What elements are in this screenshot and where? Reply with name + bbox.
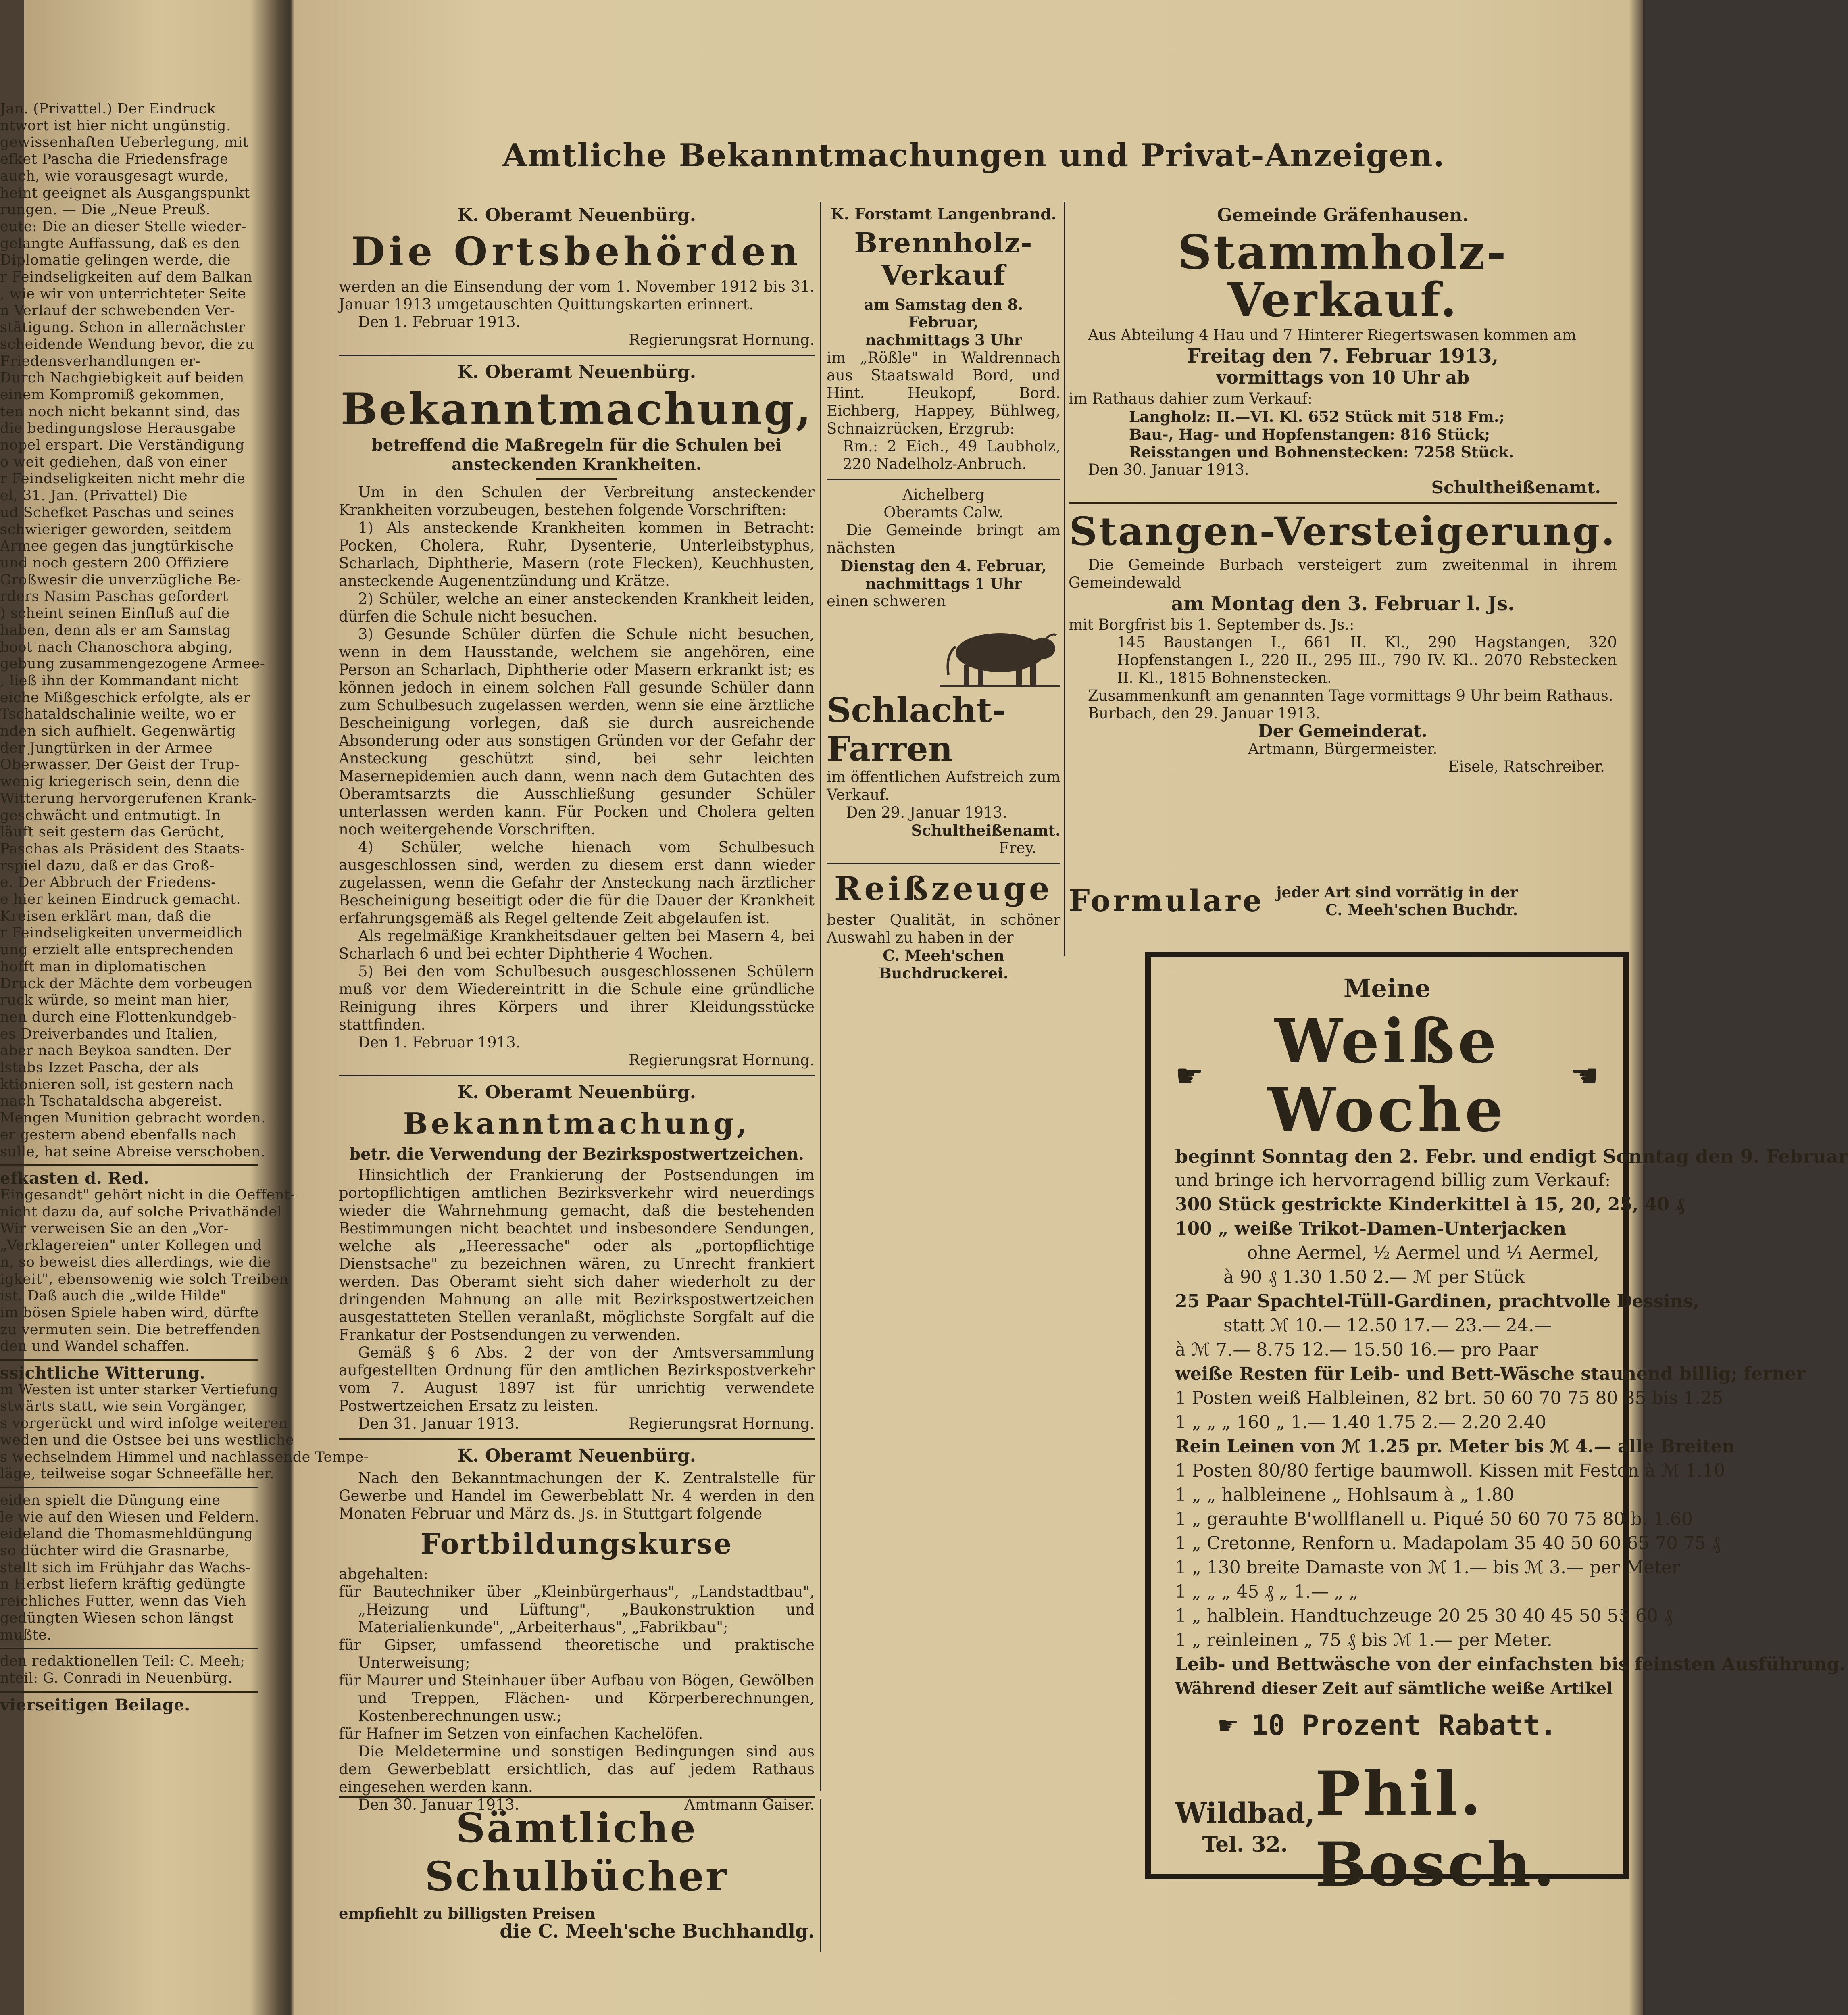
article-line: stätigung. Schon in allernächster: [0, 319, 246, 336]
notice-ortsbehoerden: [339, 205, 815, 349]
section-heading: ssichtliche Witterung.: [0, 1364, 206, 1383]
article-line: nopel erspart. Die Verständigung: [0, 437, 245, 454]
notice-postwert: [339, 1082, 815, 1433]
ad-place: Wildbad,: [1175, 1796, 1315, 1830]
ad-date: Freitag den 7. Februar 1913,: [1187, 345, 1499, 367]
price-row: 1 „ Cretonne, Renforn u. Madapolam 35 40 50 60 65 70 75 ₰: [1175, 1533, 1721, 1554]
notice-paragraph: Gemäß § 6 Abs. 2 der von der Amtsversammlung aufgestellten Ordnung für den amtlichen Bezirkspostverkehr vom 7. August 1897 ist für unrichtig verwendete Postwertzeichen Ersatz zu leisten.: [339, 1344, 815, 1414]
article-line: efket Pascha die Friedensfrage: [0, 151, 229, 168]
ad-items: [1069, 408, 1617, 461]
article-line: einem Kompromiß gekommen,: [0, 386, 225, 403]
price-row: 1 „ reinleinen „ 75 ₰ bis ℳ 1.— per Meter.: [1175, 1630, 1552, 1650]
divider: [827, 863, 1060, 864]
price-row: Rein Leinen von ℳ 1.25 pr. Meter bis ℳ 4.— alle Breiten: [1175, 1436, 1735, 1457]
left-page-fragment: [0, 101, 369, 1884]
ad-text: Die Gemeinde bringt am nächsten: [827, 521, 1060, 557]
article-line: Wir verweisen Sie an den „Vor-: [0, 1220, 229, 1237]
price-row: 1 „ „ „ 160 „ 1.— 1.40 1.75 2.— 2.20 2.40: [1175, 1412, 1546, 1433]
ad-text: empfiehlt zu billigsten Preisen: [339, 1904, 596, 1922]
ad-signature-name: Eisele, Ratschreiber.: [1448, 758, 1605, 775]
ad-date: Den 29. Januar 1913.: [846, 804, 1007, 821]
article-line: Diplomatie gelingen werde, die: [0, 252, 231, 269]
article-line: im bösen Spiele haben wird, dürfte: [0, 1304, 259, 1321]
ad-time: nachmittags 1 Uhr: [865, 575, 1022, 592]
article-line: nach Tschataldscha abgereist.: [0, 1093, 223, 1110]
short-rule: [536, 478, 617, 480]
ad-footer: [1175, 1758, 1599, 1900]
article-line: schwieriger geworden, seitdem: [0, 521, 232, 538]
divider: [0, 1648, 258, 1649]
notice-date: Den 1. Februar 1913.: [358, 313, 521, 331]
article-line: die bedingungslose Herausgabe: [0, 420, 236, 437]
course-item: für Gipser, umfassend theoretische und praktische Unterweisung;: [339, 1636, 815, 1671]
section-heading: vierseitigen Beilage.: [0, 1695, 190, 1715]
column-rule-2: [1064, 202, 1065, 956]
notice-paragraph: Nach den Bekanntmachungen der K. Zentralstelle für Gewerbe und Handel im Gewerbeblatt Nr. 4 werden in den Monaten Februar und März ds. Js. in Stuttgart folgende: [339, 1469, 815, 1522]
article-line: ktionieren soll, ist gestern nach: [0, 1076, 234, 1093]
ad-text-block: [1276, 883, 1518, 919]
article-line: es Dreiverbandes und Italien,: [0, 1026, 218, 1042]
article-line: e. Der Abbruch der Friedens-: [0, 874, 216, 891]
article-line: s wechselndem Himmel und nachlassende Tempe-: [0, 1449, 369, 1465]
price-row: 1 „ 130 breite Damaste von ℳ 1.— bis ℳ 3.— per Meter: [1175, 1557, 1681, 1578]
article-line: läge, teilweise sogar Schneefälle her.: [0, 1466, 275, 1482]
ad-merchant-name: Phil. Bosch.: [1315, 1758, 1557, 1900]
notice-paragraph: Um in den Schulen der Verbreitung ansteckender Krankheiten vorzubeugen, bestehen folgende Vorschriften:: [339, 484, 815, 519]
article-line: r Feindseligkeiten nicht mehr die: [0, 471, 246, 487]
ad-meine: Meine: [1343, 974, 1431, 1003]
article-line: boot nach Chanoschora abging,: [0, 639, 233, 655]
article-line: rungen. — Die „Neue Preuß.: [0, 202, 210, 218]
ad-address: [1175, 1798, 1315, 1861]
article-line: Mengen Munition gebracht worden.: [0, 1110, 266, 1126]
article-line: weden und die Ostsee bei uns westliche: [0, 1432, 294, 1448]
ad-date: am Montag den 3. Februar l. Js.: [1171, 592, 1515, 615]
imprint-line: nteil: G. Conradi in Neuenbürg.: [0, 1670, 233, 1686]
ad-items: 145 Baustangen I., 661 II. Kl., 290 Hagstangen, 320 Hopfenstangen I., 220 II., 295 III., 790 IV. Kl.. 2070 Rebstecken II. Kl., 1815 Bohnenstecken.: [1117, 634, 1617, 686]
price-row: à ℳ 7.— 8.75 12.— 15.50 16.— pro Paar: [1175, 1339, 1538, 1360]
notice-paragraph: 5) Bei den vom Schulbesuch ausgeschlossenen Schülern muß vor dem Wiedereintritt in die Schule eine gründliche Reinigung ihres Körpers und ihrer Kleidungsstücke stattfinden.: [339, 963, 815, 1033]
article-line: „Verklagereien" unter Kollegen und: [0, 1237, 262, 1254]
article-line: Oberwasser. Der Geist der Trup-: [0, 757, 240, 773]
ad-text: im öffentlichen Aufstreich zum Verkauf.: [827, 768, 1060, 803]
article-line: Armee gegen das jungtürkische: [0, 538, 234, 555]
ad-date: am Samstag den 8. Februar,: [864, 296, 1023, 331]
article-line: nicht dazu da, auf solche Privathändel: [0, 1204, 282, 1220]
article-line: und noch gestern 200 Offiziere: [0, 555, 229, 571]
ad-signature-name: Artmann, Bürgermeister.: [1248, 740, 1438, 757]
notice-office: K. Oberamt Neuenbürg.: [457, 1082, 696, 1103]
article-line: o weit gediehen, daß von einer: [0, 454, 227, 470]
pointing-hand-icon: ☛: [1175, 1057, 1204, 1095]
article-line: n, so beweist dies allerdings, wie die: [0, 1254, 271, 1270]
price-row: Leib- und Bettwäsche von der einfachsten bis feinsten Ausführung.: [1175, 1654, 1846, 1675]
divider: [339, 355, 815, 356]
article-line: so düchter wird die Grasnarbe,: [0, 1543, 230, 1559]
notice-signature: Regierungsrat Hornung.: [629, 1051, 815, 1069]
article-line: r Feindseligkeiten unvermeidlich: [0, 925, 243, 941]
article-line: ruck würde, so meint man hier,: [0, 992, 230, 1009]
notice-paragraph: abgehalten:: [339, 1565, 429, 1583]
article-line: Durch Nachgiebigkeit auf beiden: [0, 370, 244, 386]
pointing-hand-icon: ☛: [1217, 1711, 1239, 1740]
notice-paragraph: Als regelmäßige Krankheitsdauer gelten bei Masern 4, bei Scharlach 6 und bei echter Diphtherie 4 Wochen.: [339, 927, 815, 962]
ad-rabatt: 10 Prozent Rabatt.: [1251, 1709, 1557, 1742]
article-line: s vorgerückt und wird infolge weiteren: [0, 1415, 288, 1432]
notice-subtitle: betr. die Verwendung der Bezirkspostwertzeichen.: [349, 1145, 804, 1164]
article-line: eideland die Thomasmehldüngung: [0, 1526, 253, 1542]
article-line: gebung zusammengezogene Armee-: [0, 656, 265, 672]
notice-paragraph: 4) Schüler, welche hienach vom Schulbesuch ausgeschlossen sind, werden zu diesem erst dann wieder zugelassen, wenn die Gefahr der Ansteckung nach ärztlicher Bescheinigung beseitigt oder die für die Dauer der Krankheit erfahrungsgemäß als Regel geltende Zeit abgelaufen ist.: [339, 839, 815, 927]
newspaper-page: [315, 65, 1848, 1952]
column-rule-3: [820, 1799, 821, 1952]
ad-brennholz: [827, 205, 1060, 473]
price-row: weiße Resten für Leib- und Bett-Wäsche staunend billig; ferner: [1175, 1364, 1806, 1384]
notice-footer: [339, 1415, 815, 1433]
article-line: er gestern abend ebenfalls nach: [0, 1126, 237, 1143]
article-line: rspiel dazu, daß er das Groß-: [0, 857, 215, 874]
notice-paragraph: 1) Als ansteckende Krankheiten kommen in Betracht: Pocken, Cholera, Ruhr, Dysenterie, Unterleibstyphus, Scharlach, Diphtherie, Masern (rote Flecken), Keuchhusten, ansteckende Augenentzündung und Krätze.: [339, 519, 815, 590]
article-line: gedüngten Wiesen schon längst: [0, 1610, 234, 1626]
notice-paragraph: Die Meldetermine und sonstigen Bedingungen sind aus dem Gewerbeblatt ersichtlich, das auf jedem Rathaus eingesehen werden kann.: [339, 1743, 815, 1796]
ad-office: Gemeinde Gräfenhausen.: [1217, 205, 1469, 225]
divider: [0, 1359, 258, 1361]
ad-text: mit Borgfrist bis 1. September ds. Js.:: [1069, 616, 1354, 633]
article-line: Friedensverhandlungen er-: [0, 353, 200, 369]
divider: [1069, 502, 1617, 504]
notice-title: Fortbildungskurse: [420, 1527, 733, 1560]
article-line: el, 31. Jan. (Privattel) Die: [0, 488, 188, 504]
ad-item: Reisstangen und Bohnenstecken: 7258 Stück.: [1129, 443, 1514, 461]
farren-title-block: [827, 610, 1060, 768]
article-line: eiche Mißgeschick erfolgte, als er: [0, 689, 250, 706]
article-line: , wie wir von unterrichteter Seite: [0, 286, 246, 302]
ad-title-row: [1175, 1007, 1599, 1144]
notice-signature: Regierungsrat Hornung.: [629, 331, 815, 348]
ad-title-line1: Schlacht-: [827, 690, 1006, 730]
divider: [339, 1796, 815, 1798]
divider: [0, 1164, 258, 1166]
article-line: m Westen ist unter starker Vertiefung: [0, 1381, 279, 1398]
ad-text: bester Qualität, in schöner Auswahl zu haben in der: [827, 911, 1060, 946]
notice-date: Den 31. Januar 1913.: [358, 1415, 519, 1432]
ad-title: Weiße Woche: [1267, 1006, 1507, 1145]
notice-title: Bekanntmachung,: [403, 1106, 750, 1141]
price-list: [1175, 1193, 1846, 1677]
ad-text: einen schweren: [827, 592, 946, 610]
article-line: Kreisen erklärt man, daß die: [0, 908, 212, 924]
article-line: den und Wandel schaffen.: [0, 1338, 190, 1355]
pointing-hand-icon: ☛: [1570, 1057, 1599, 1095]
price-row: 1 Posten weiß Halbleinen, 82 brt. 50 60 70 75 80 85 bis 1.25: [1175, 1388, 1723, 1408]
notice-office: K. Oberamt Neuenbürg.: [457, 1446, 696, 1466]
ad-item: Langholz: II.—VI. Kl. 652 Stück mit 518 Fm.;: [1129, 408, 1505, 426]
notice-office: K. Oberamt Neuenbürg.: [457, 205, 696, 225]
ad-text: im Rathaus dahier zum Verkauf:: [1069, 390, 1313, 407]
ad-intro: und bringe ich hervorragend billig zum Verkauf:: [1175, 1170, 1611, 1191]
article-line: n Herbst liefern kräftig gedüngte: [0, 1576, 246, 1593]
article-line: Großwesir die unverzügliche Be-: [0, 572, 242, 588]
article-line: geschwächt und entmutigt. In: [0, 807, 221, 824]
ad-date: Den 30. Januar 1913.: [1088, 461, 1249, 478]
course-item: für Hafner im Setzen von einfachen Kachelöfen.: [339, 1725, 703, 1742]
ad-firm: die C. Meeh'sche Buchhandlg.: [500, 1920, 815, 1942]
article-line: stwärts statt, wie sein Vorgänger,: [0, 1398, 247, 1415]
ad-reisszeuge: [827, 870, 1060, 982]
section-heading: efkasten d. Red.: [0, 1169, 150, 1188]
notice-title: Die Ortsbehörden: [351, 229, 802, 274]
ad-title: Formulare: [1069, 884, 1265, 918]
article-line: gelangte Auffassung, daß es den: [0, 235, 240, 252]
price-row: 100 „ weiße Trikot-Damen-Unterjacken: [1175, 1218, 1566, 1239]
ad-text: Zusammenkunft am genannten Tage vormittags 9 Uhr beim Rathaus.: [1088, 687, 1613, 704]
article-line: sulle, hat seine Abreise verschoben.: [0, 1143, 265, 1160]
article-line: hofft man in diplomatischen: [0, 958, 206, 975]
column-official-notices: [339, 202, 815, 1814]
article-line: aber nach Beykoa sandten. Der: [0, 1043, 231, 1059]
divider: [0, 1487, 258, 1488]
ad-signature: Schultheißenamt.: [911, 822, 1060, 839]
notice-signature: Amtmann Gaiser.: [684, 1796, 815, 1813]
notice-signature: Regierungsrat Hornung.: [629, 1415, 815, 1432]
article-line: Paschas als Präsident des Staats-: [0, 841, 245, 857]
article-line: Druck der Mächte dem vorbeugen: [0, 975, 253, 992]
article-line: Jan. (Privattel.) Der Eindruck: [0, 101, 216, 117]
price-row: 1 „ „ „ 45 ₰ „ 1.— „ „: [1175, 1581, 1358, 1602]
article-line: lstabs Izzet Pascha, der als: [0, 1060, 199, 1076]
ad-title: Brennholz-Verkauf: [854, 227, 1033, 292]
course-item: für Maurer und Steinhauer über Aufbau von Bögen, Gewölben und Treppen, Flächen- und Körperberechnungen, Kostenberechnungen usw.;: [339, 1672, 815, 1725]
column-right: [1069, 202, 1617, 776]
price-row: 1 „ halblein. Handtuchzeuge 20 25 30 40 45 50 55 60 ₰: [1175, 1606, 1673, 1626]
article-line: auch, wie vorausgesagt wurde,: [0, 168, 229, 184]
divider: [339, 1438, 815, 1440]
ad-signature: Schultheißenamt.: [1431, 478, 1601, 497]
article-line: r Feindseligkeiten auf dem Balkan: [0, 269, 252, 286]
notice-fortbildung: [339, 1446, 815, 1814]
article-line: Tschataldschalinie weilte, wo er: [0, 706, 236, 723]
ad-item: Bau-, Hag- und Hopfenstangen: 816 Stück;: [1129, 426, 1490, 443]
ad-schulbuecher: [339, 1791, 815, 1940]
article-line: zu vermuten sein. Die betreffenden: [0, 1321, 260, 1338]
article-line: igkeit", ebensowenig wie solch Treiben: [0, 1271, 289, 1287]
article-line: eute: Die an dieser Stelle wieder-: [0, 218, 246, 235]
ad-time: vormittags von 10 Uhr ab: [1216, 367, 1470, 388]
ad-signature: Der Gemeinderat.: [1258, 721, 1427, 741]
ad-title: Sämtliche Schulbücher: [425, 1804, 729, 1900]
ad-phone: Tel. 32.: [1202, 1832, 1288, 1857]
price-row: à 90 ₰ 1.30 1.50 2.— ℳ per Stück: [1223, 1267, 1525, 1287]
notice-schulen: [339, 362, 815, 1069]
article-line: ) scheint seinen Einfluß auf die: [0, 605, 230, 622]
ad-office: Oberamts Calw.: [883, 504, 1004, 521]
article-line: ud Schefket Paschas und seines: [0, 504, 234, 521]
notice-text: werden an die Einsendung der vom 1. November 1912 bis 31. Januar 1913 umgetauschten Quittungskarten erinnert.: [339, 278, 815, 313]
article-line: läuft seit gestern das Gerücht,: [0, 824, 225, 841]
ad-rabatt-row: [1175, 1701, 1599, 1750]
article-line: e hier keinen Eindruck gemacht.: [0, 891, 241, 908]
price-row: 1 „ „ halbleinene „ Hohlsaum à „ 1.80: [1175, 1485, 1515, 1505]
article-line: ung erzielt alle entsprechenden: [0, 942, 234, 958]
price-row: 1 „ gerauhte B'wollflanell u. Piqué 50 60 70 75 80 b. 1.60: [1175, 1509, 1693, 1529]
divider: [339, 1075, 815, 1076]
page-masthead: Amtliche Bekanntmachungen und Privat-Anzeigen.: [502, 137, 1445, 174]
imprint-line: den redaktionellen Teil: C. Meeh;: [0, 1653, 245, 1670]
article-line: der Jungtürken in der Armee: [0, 740, 213, 756]
ad-formulare: [1069, 883, 1617, 919]
article-line: mußte.: [0, 1627, 52, 1643]
article-line: ntwort ist hier nicht ungünstig.: [0, 117, 231, 134]
article-line: nden sich aufhielt. Gegenwärtig: [0, 723, 236, 740]
article-line: ten noch nicht bekannt sind, das: [0, 403, 240, 420]
column-middle: [827, 202, 1060, 982]
ad-text: Aus Abteilung 4 Hau und 7 Hinterer Riegertswasen kommen am: [1088, 326, 1577, 344]
ad-date: Dienstag den 4. Februar,: [840, 557, 1047, 575]
ad-title: Stammholz-Verkauf.: [1178, 225, 1508, 327]
ad-title: Reißzeuge: [834, 870, 1053, 907]
notice-office: K. Oberamt Neuenbürg.: [457, 362, 696, 382]
price-row: ohne Aermel, ½ Aermel und ¹⁄₁ Aermel,: [1247, 1243, 1599, 1263]
ad-stangen: [1069, 509, 1617, 776]
ad-text: Die Gemeinde Burbach versteigert zum zweitenmal in ihrem Gemeindewald: [1069, 556, 1617, 591]
ad-firm: C. Meeh'schen Buchdruckerei.: [879, 947, 1008, 982]
notice-date: Den 1. Februar 1913.: [358, 1034, 521, 1051]
notice-subtitle: betreffend die Maßregeln für die Schulen bei ansteckenden Krankheiten.: [371, 436, 782, 474]
ad-text: jeder Art sind vorrätig in der: [1276, 883, 1518, 901]
article-line: scheidende Wendung bevor, die zu: [0, 336, 254, 353]
notice-paragraph: 2) Schüler, welche an einer ansteckenden Krankheit leiden, dürfen die Schule nicht besuchen.: [339, 590, 815, 625]
ad-time: nachmittags 3 Uhr: [865, 331, 1022, 349]
article-line: Eingesandt" gehört nicht in die Oeffent-: [0, 1187, 295, 1203]
article-line: gewissenhaften Ueberlegung, mit: [0, 134, 249, 151]
article-line: stellt sich im Frühjahr das Wachs-: [0, 1559, 251, 1576]
bull-illustration: [940, 614, 1060, 691]
ad-stammholz: [1069, 205, 1617, 496]
ad-firm: C. Meeh'schen Buchdr.: [1325, 901, 1518, 919]
notice-date: Den 30. Januar 1913.: [358, 1796, 519, 1813]
divider: [827, 479, 1060, 480]
article-line: haben, denn als er am Samstag: [0, 622, 231, 638]
article-line: eiden spielt die Düngung eine: [0, 1492, 221, 1508]
notice-paragraph: Hinsichtlich der Frankierung der Postsendungen im portopflichtigen amtlichen Bezirksverkehr wird neuerdings wieder die Wahrnehmung gemacht, daß die bestehenden Bestimmungen nicht beachtet und insbesondere Sendungen, welche als „Heeressache" oder als „portopflichtige Dienstsache" zu bezeichnen wären, zu Unrecht frankiert werden. Das Oberamt sieht sich daher wiederholt zu der dringenden Mahnung an alle mit Bezirkspostwertzeichen ausgestatteten Stellen veranlaßt, möglichste Sorgfalt auf die Frankatur der Postsendungen zu verwenden.: [339, 1166, 815, 1343]
article-line: ist. Daß auch die „wilde Hilde": [0, 1288, 227, 1304]
ad-weisse-woche: [1145, 952, 1848, 1900]
divider: [0, 1691, 258, 1693]
article-line: rders Nasim Paschas gefordert: [0, 588, 228, 605]
notice-title: Bekanntmachung,: [340, 384, 813, 435]
article-line: Witterung hervorgerufenen Krank-: [0, 790, 256, 807]
price-row: 1 Posten 80/80 fertige baumwoll. Kissen mit Feston à ℳ 1.10: [1175, 1460, 1725, 1481]
article-line: reichliches Futter, wenn das Vieh: [0, 1593, 246, 1610]
ad-date: Burbach, den 29. Januar 1913.: [1088, 705, 1321, 722]
ad-title-line2: Farren: [827, 729, 953, 769]
ad-discount-note: Während dieser Zeit auf sämtliche weiße Artikel: [1175, 1679, 1613, 1698]
ad-items: Rm.: 2 Eich., 49 Laubholz, 220 Nadelholz-Anbruch.: [843, 438, 1060, 473]
price-row: 300 Stück gestrickte Kinderkittel à 15, 20, 25, 40 ₰: [1175, 1194, 1685, 1215]
ad-signature-name: Frey.: [998, 839, 1036, 857]
ad-dates: beginnt Sonntag den 2. Febr. und endigt Sonntag den 9. Februar: [1175, 1145, 1848, 1167]
article-line: , ließ ihn der Kommandant nicht: [0, 672, 238, 689]
ad-title: Stangen-Versteigerung.: [1069, 509, 1617, 554]
price-row: 25 Paar Spachtel-Tüll-Gardinen, prachtvolle Dessins,: [1175, 1291, 1699, 1312]
ad-office: K. Forstamt Langenbrand.: [830, 205, 1057, 223]
article-line: n Verlauf der schwebenden Ver-: [0, 302, 235, 319]
article-line: wenig kriegerisch sein, denn die: [0, 774, 240, 790]
notice-paragraph: 3) Gesunde Schüler dürfen die Schule nicht besuchen, wenn in dem Hausstande, welchem sie angehören, eine Person an Scharlach, Diphtherie oder Masern erkrankt ist; es können jedoch in einem solchen Fall gesunde Schüler dann zum Schulbesuch zugelassen werden, wenn sie eine ärztliche Bescheinigung vorlegen, daß sie durch ausreichende Absonderung oder aus sonstigen Gründen vor der Gefahr der Ansteckung geschützt sind, bei sehr leichten Masernepidemien auch dann, wenn nach dem Gutachten des Oberamtsarzts die Ausschließung gesunder Schüler unterlassen werden kann. Für Pocken und Cholera gelten noch weitergehende Vorschriften.: [339, 626, 815, 838]
ad-farren: [827, 486, 1060, 857]
article-line: le wie auf den Wiesen und Feldern.: [0, 1509, 260, 1525]
article-line: nen durch eine Flottenkundgeb-: [0, 1009, 237, 1025]
course-item: für Bautechniker über „Kleinbürgerhaus", „Landstadtbau", „Heizung und Lüftung", „Baukonstruktion und Materialienkunde", „Arbeiterhaus", „Fabrikbau";: [339, 1583, 815, 1636]
column-rule-1: [820, 202, 821, 1791]
price-row: statt ℳ 10.— 12.50 17.— 23.— 24.—: [1223, 1315, 1552, 1336]
ad-place: Aichelberg: [902, 486, 985, 503]
article-line: heint geeignet als Ausgangspunkt: [0, 185, 250, 201]
ad-text: im „Rößle" in Waldrennach aus Staatswald Bord, und Hint. Heukopf, Bord. Eichberg, Happey, Bühlweg, Schnaizrücken, Erzgrub:: [827, 349, 1060, 437]
